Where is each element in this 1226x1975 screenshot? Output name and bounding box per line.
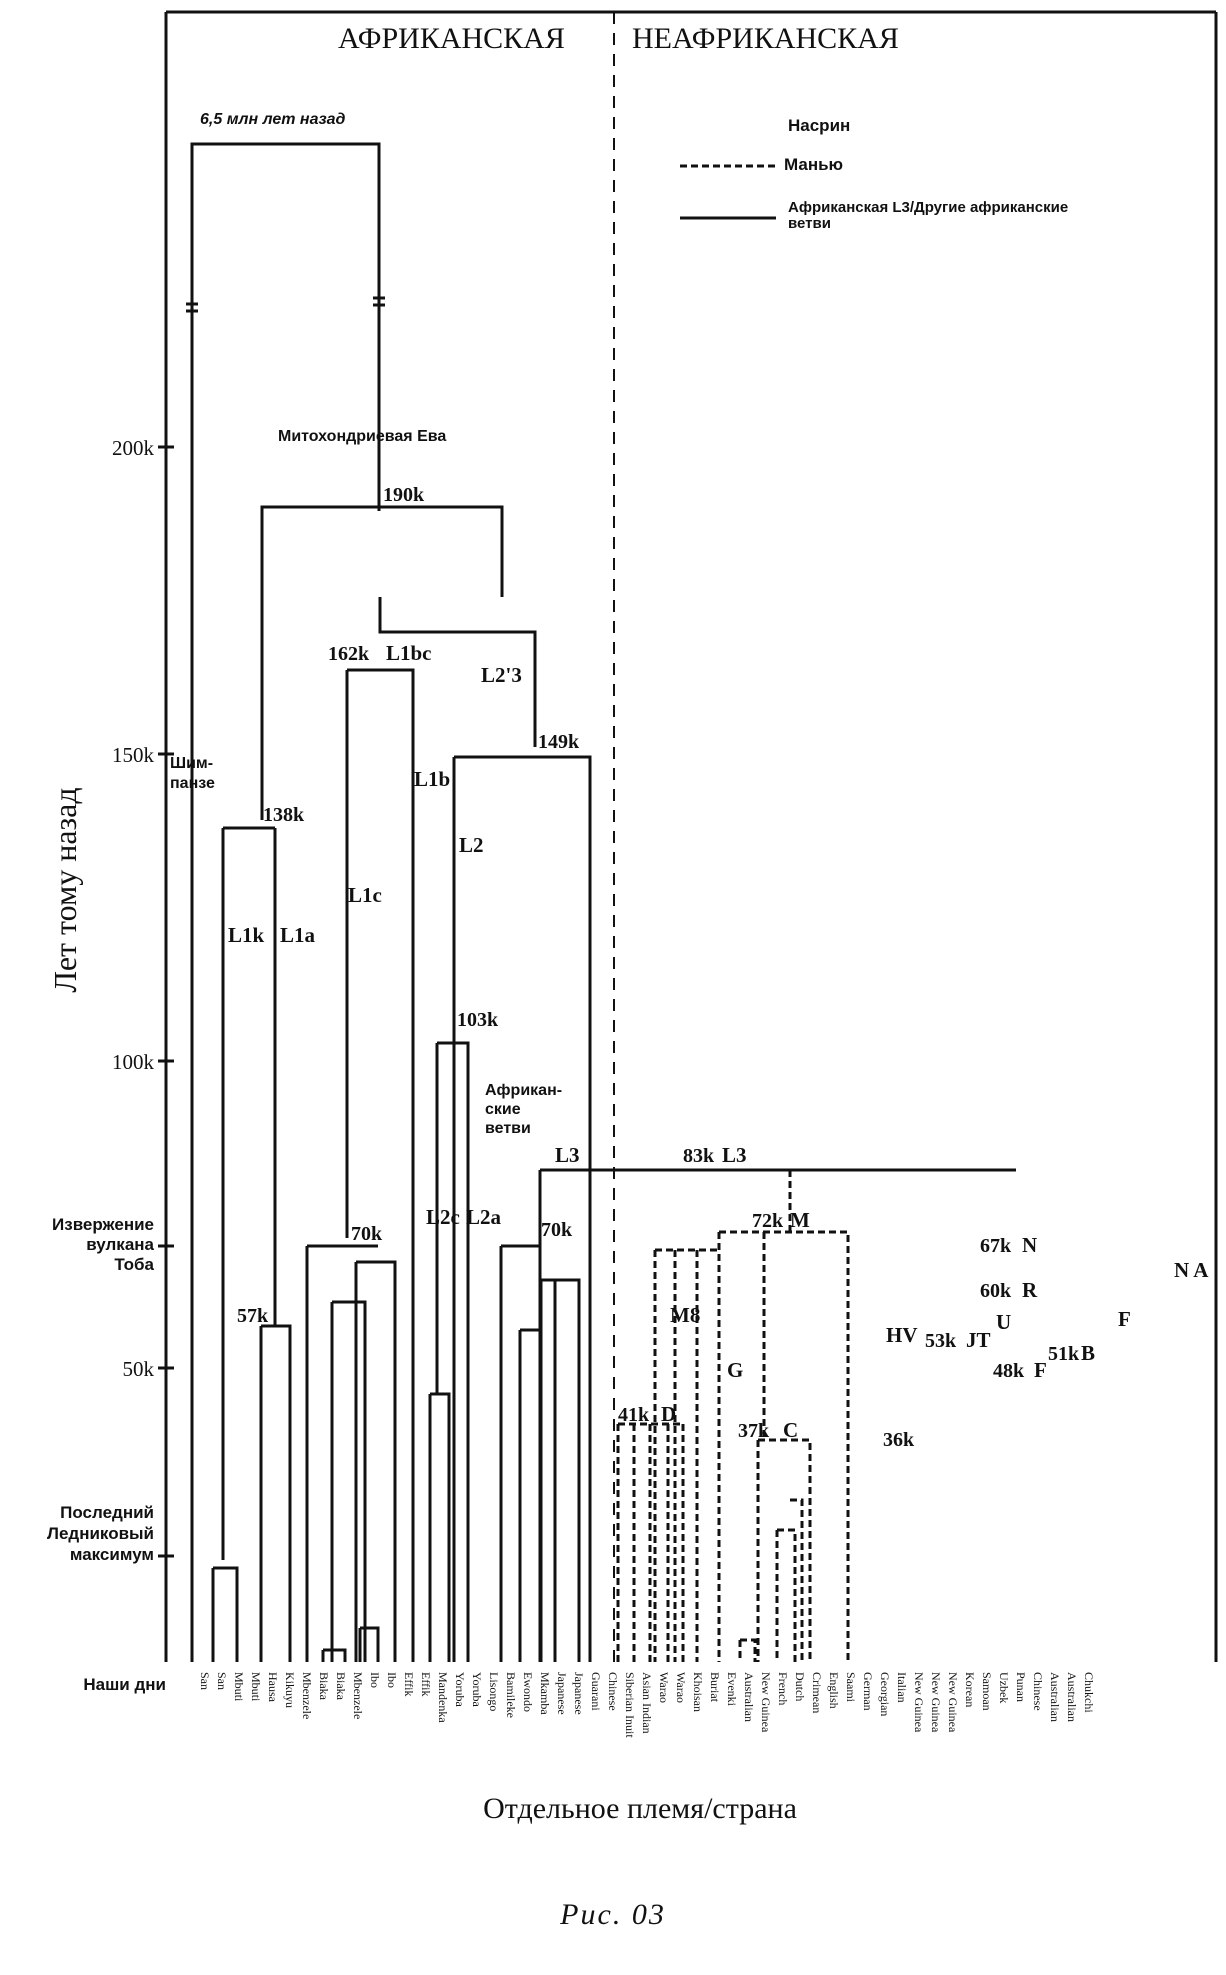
tribe-label: San (215, 1672, 229, 1690)
tribe-label: Kikuyu (283, 1672, 297, 1708)
tribe-label: Asian Indian (640, 1672, 654, 1734)
tribe-label: Chinese (606, 1672, 620, 1711)
tribe-labels (198, 1672, 1096, 1738)
node-labels (237, 484, 1080, 1451)
node-190k: 190k (383, 484, 425, 506)
node-72k: 72k (752, 1210, 784, 1232)
event-present: Наши дни (83, 1675, 166, 1694)
tribe-label: Yoruba (470, 1672, 484, 1707)
hg-JT: JT (966, 1328, 991, 1352)
node-53k: 53k (925, 1330, 957, 1352)
tribe-label: Chinese (1031, 1672, 1045, 1711)
y-axis (47, 436, 174, 1556)
hg-L1b: L1b (414, 767, 451, 791)
annotations (170, 111, 562, 1137)
tribe-label: Mbuti (249, 1672, 263, 1702)
tribe-label: Ibo (385, 1672, 399, 1688)
tribe-label: Korean (963, 1672, 977, 1708)
tribe-label: Hausa (266, 1672, 280, 1702)
legend-manyu-label: Манью (784, 155, 844, 174)
tribe-label: French (776, 1672, 790, 1706)
tribe-label: German (861, 1672, 875, 1711)
header-african: АФРИКАНСКАЯ (338, 22, 565, 55)
tribe-label: Italian (895, 1672, 909, 1703)
hg-NA: N A (1174, 1258, 1209, 1282)
tribe-label: Mkamba (538, 1672, 552, 1715)
hg-G: G (727, 1358, 744, 1382)
tribe-label: Ewondo (521, 1672, 535, 1712)
hg-U: U (996, 1310, 1012, 1334)
mito-eve-label: Митохондриевая Ева (278, 428, 447, 445)
tribe-label: Yoruba (453, 1672, 467, 1707)
tribe-label: Mbenzele (300, 1672, 314, 1720)
hg-L3-african: L3 (555, 1143, 580, 1167)
node-67k: 67k (980, 1235, 1012, 1257)
hg-L1k: L1k (228, 923, 265, 947)
tribe-label: Siberian Inuit (623, 1672, 637, 1738)
hg-L2p3: L2'3 (481, 663, 522, 687)
tick-100k: 100k (112, 1050, 154, 1074)
y-axis-label: Лет тому назад (47, 787, 83, 993)
tribe-label: Lisongo (487, 1672, 501, 1712)
tribe-label: Biaka (334, 1672, 348, 1700)
tribe-label: Punan (1014, 1672, 1028, 1702)
tribe-label: Effik (402, 1672, 416, 1697)
tribe-label: Khoisan (691, 1672, 705, 1712)
hg-R: R (1022, 1278, 1038, 1302)
tribe-label: Georgian (878, 1672, 892, 1717)
legend (680, 116, 1068, 232)
tribe-label: Australian (742, 1672, 756, 1722)
event-toba: Извержение вулкана Тоба (52, 1215, 154, 1274)
event-labels (47, 1215, 166, 1694)
hg-N: N (1022, 1233, 1038, 1257)
header-nonafrican: НЕАФРИКАНСКАЯ (632, 22, 899, 55)
x-axis-label: Отдельное племя/страна (483, 1792, 797, 1825)
tribe-label: Effik (419, 1672, 433, 1697)
legend-african-label: Африканская L3/Другие африканские ветви (788, 199, 1069, 232)
tribe-label: New Guinea (946, 1672, 960, 1733)
tribe-label: Mbenzele (351, 1672, 365, 1720)
hg-L3-root: L3 (722, 1143, 747, 1167)
tick-150k: 150k (112, 743, 154, 767)
node-41k: 41k (618, 1404, 650, 1426)
tribe-label: English (827, 1672, 841, 1709)
node-138k: 138k (263, 804, 305, 826)
hg-L1a: L1a (280, 923, 316, 947)
tribe-label: Warao (674, 1672, 688, 1704)
hg-L2c: L2c (426, 1205, 460, 1229)
node-149k: 149k (538, 731, 580, 753)
tribe-label: Ibo (368, 1672, 382, 1688)
tribe-label: San (198, 1672, 212, 1690)
figure-caption: Рис. 03 (560, 1898, 666, 1931)
tribe-label: New Guinea (912, 1672, 926, 1733)
chimp-label: Шим-панзе (170, 755, 215, 792)
hg-B: B (1081, 1341, 1096, 1365)
tick-50k: 50k (122, 1357, 154, 1381)
hg-M8: M8 (670, 1303, 701, 1327)
node-51k: 51k (1048, 1343, 1080, 1365)
tick-200k: 200k (112, 436, 154, 460)
tribe-label: Warao (657, 1672, 671, 1704)
tribe-label: New Guinea (929, 1672, 943, 1733)
chimp-split-label: 6,5 млн лет назад (200, 111, 346, 128)
node-37k: 37k (738, 1420, 770, 1442)
node-70k-b: 70k (541, 1219, 573, 1241)
node-103k: 103k (457, 1009, 499, 1031)
hg-HV: HV (886, 1323, 918, 1347)
hg-L2: L2 (459, 833, 484, 857)
tribe-label: Guarani (589, 1672, 603, 1711)
tribe-label: Saami (844, 1672, 858, 1702)
african-branches-label: Африкан-ские ветви (485, 1082, 563, 1137)
node-60k: 60k (980, 1280, 1012, 1302)
legend-nasrin-label: Насрин (788, 116, 851, 135)
tribe-label: Chukchi (1082, 1672, 1096, 1713)
node-48k: 48k (993, 1360, 1025, 1382)
tribe-label: Australian (1048, 1672, 1062, 1722)
tribe-label: Japanese (555, 1672, 569, 1715)
node-36k: 36k (883, 1429, 915, 1451)
tribe-label: Bamileke (504, 1672, 518, 1718)
event-lgm: Последний Ледниковый максимум (47, 1503, 154, 1564)
tribe-label: Samoan (980, 1672, 994, 1711)
hg-D: D (661, 1402, 677, 1426)
hg-M: M (790, 1208, 810, 1232)
tribe-label: Evenki (725, 1672, 739, 1706)
plot-frame (166, 12, 1216, 1662)
tribe-label: Dutch (793, 1672, 807, 1702)
tribe-label: Australian (1065, 1672, 1079, 1722)
node-83k: 83k (683, 1145, 715, 1167)
hg-F-b: F (1118, 1307, 1131, 1331)
node-162k: 162k (328, 643, 370, 665)
hg-C: C (783, 1418, 799, 1442)
tribe-label: Mandenka (436, 1672, 450, 1723)
hg-L1c: L1c (348, 883, 382, 907)
tribe-label: Mbuti (232, 1672, 246, 1702)
node-57k: 57k (237, 1305, 269, 1327)
tribe-label: Uzbek (997, 1672, 1011, 1704)
hg-F-a: F (1034, 1358, 1047, 1382)
hg-L1bc: L1bc (386, 641, 432, 665)
nonafrican-tree (618, 1170, 848, 1662)
tribe-label: Japanese (572, 1672, 586, 1715)
tribe-label: Biaka (317, 1672, 331, 1700)
node-70k-a: 70k (351, 1223, 383, 1245)
tribe-label: Crimean (810, 1672, 824, 1714)
tribe-label: Buriat (708, 1672, 722, 1702)
tribe-label: New Guinea (759, 1672, 773, 1733)
hg-L2a: L2a (466, 1205, 502, 1229)
